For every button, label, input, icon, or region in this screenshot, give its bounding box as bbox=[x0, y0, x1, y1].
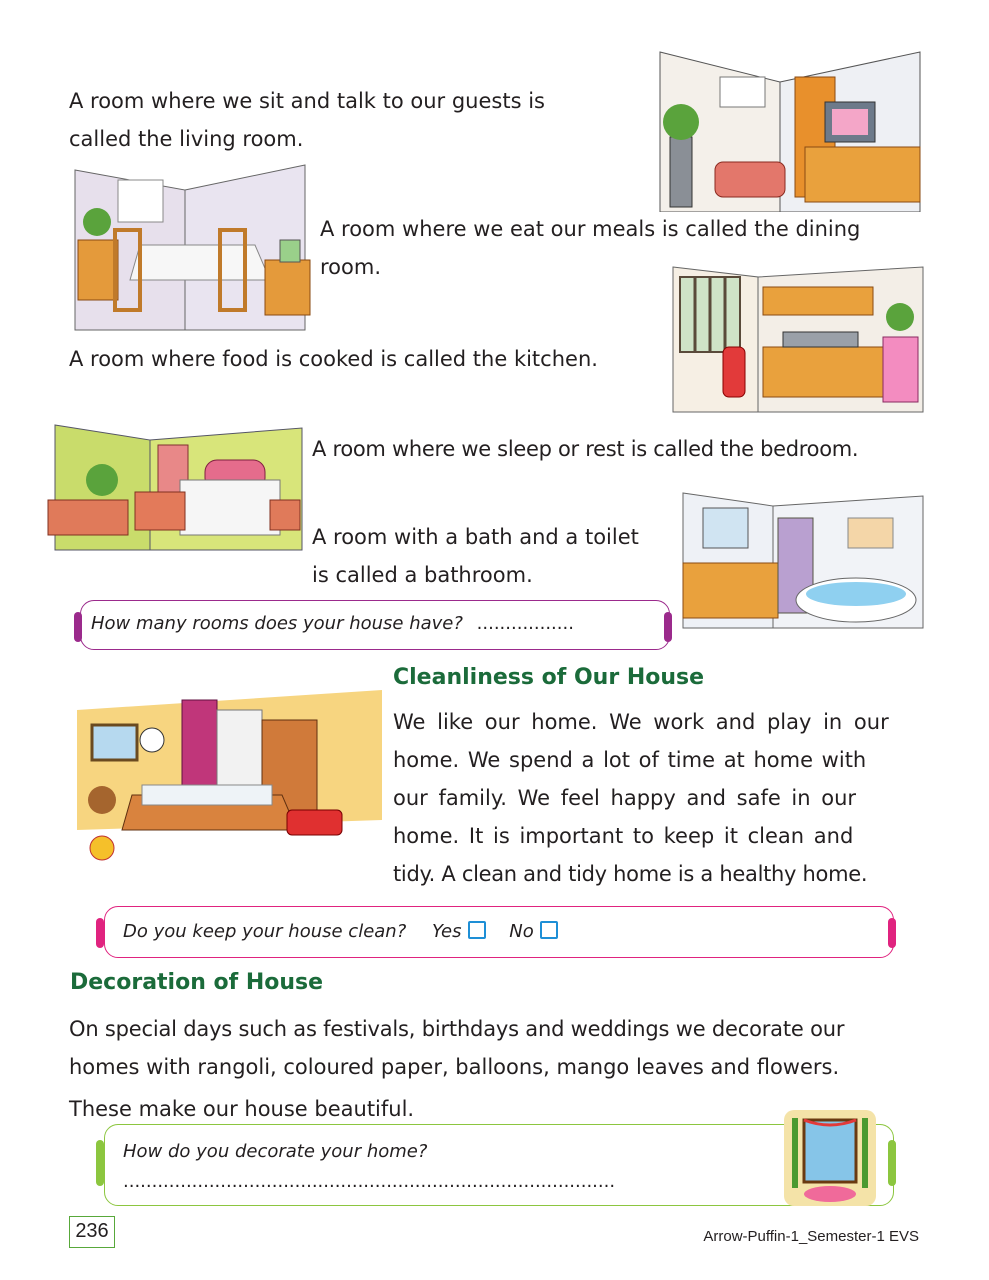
no-option-label: No bbox=[509, 921, 534, 942]
decoration-line-1: On special days such as festivals, birthdays and weddings we decorate our bbox=[69, 1017, 845, 1041]
question-clean-prompt: Do you keep your house clean? bbox=[123, 921, 407, 942]
cleanliness-paragraph bbox=[393, 703, 923, 893]
decoration-heading: Decoration of House bbox=[70, 970, 324, 995]
question-rooms-prompt: How many rooms does your house have? bbox=[91, 613, 463, 634]
bathroom-line-2: is called a bathroom. bbox=[312, 563, 533, 587]
bathroom-text bbox=[312, 518, 692, 594]
cleanliness-line-1: We like our home. We work and play in our bbox=[393, 710, 889, 734]
question-box-decorate bbox=[104, 1124, 894, 1206]
question-box-rooms bbox=[80, 600, 670, 650]
question-rooms-text bbox=[91, 613, 574, 634]
no-checkbox[interactable] bbox=[540, 921, 558, 939]
question-clean-row bbox=[123, 921, 558, 942]
kitchen-text: A room where food is cooked is called the kitchen. bbox=[69, 347, 598, 371]
living-room-line-2: called the living room. bbox=[69, 127, 304, 151]
kitchen-illustration bbox=[668, 262, 928, 417]
pink-bar-left bbox=[96, 918, 104, 948]
living-room-text bbox=[69, 82, 649, 158]
yes-checkbox[interactable] bbox=[468, 921, 486, 939]
living-room-line-1: A room where we sit and talk to our guests is bbox=[69, 89, 545, 113]
purple-bar-right bbox=[664, 612, 672, 642]
book-title-footer: Arrow-Puffin-1_Semester-1 EVS bbox=[703, 1228, 919, 1245]
bedroom-illustration bbox=[40, 420, 305, 560]
cleanliness-line-5: tidy. A clean and tidy home is a healthy home. bbox=[393, 862, 868, 886]
decoration-line-2: homes with rangoli, coloured paper, balloons, mango leaves and flowers. bbox=[69, 1055, 840, 1079]
page-number: 236 bbox=[69, 1216, 115, 1248]
clean-bedroom-illustration bbox=[72, 680, 390, 865]
cleanliness-line-4: home. It is important to keep it clean and bbox=[393, 824, 854, 848]
living-room-illustration bbox=[650, 42, 930, 212]
decoration-line-3: These make our house beautiful. bbox=[69, 1097, 415, 1121]
lime-bar-right bbox=[888, 1140, 896, 1186]
question-rooms-answer-blank[interactable]: ................. bbox=[476, 613, 574, 634]
cleanliness-heading: Cleanliness of Our House bbox=[393, 665, 705, 690]
cleanliness-line-2: home. We spend a lot of time at home with bbox=[393, 748, 867, 772]
bedroom-text: A room where we sleep or rest is called the bedroom. bbox=[312, 437, 859, 461]
dining-room-line-2: room. bbox=[320, 255, 382, 279]
lime-bar-left bbox=[96, 1140, 104, 1186]
question-box-clean bbox=[104, 906, 894, 958]
bathroom-line-1: A room with a bath and a toilet bbox=[312, 525, 639, 549]
bathroom-illustration bbox=[678, 488, 928, 633]
dining-room-illustration bbox=[70, 160, 315, 335]
purple-bar-left bbox=[74, 612, 82, 642]
decorated-door-illustration bbox=[782, 1108, 878, 1208]
pink-bar-right bbox=[888, 918, 896, 948]
yes-option-label: Yes bbox=[432, 921, 462, 942]
question-decorate-prompt: How do you decorate your home? bbox=[123, 1141, 428, 1162]
dining-room-line-1: A room where we eat our meals is called the dining bbox=[320, 217, 861, 241]
cleanliness-line-3: our family. We feel happy and safe in our bbox=[393, 786, 857, 810]
question-decorate-answer-blank[interactable]: ...................................................................................... bbox=[123, 1171, 616, 1192]
